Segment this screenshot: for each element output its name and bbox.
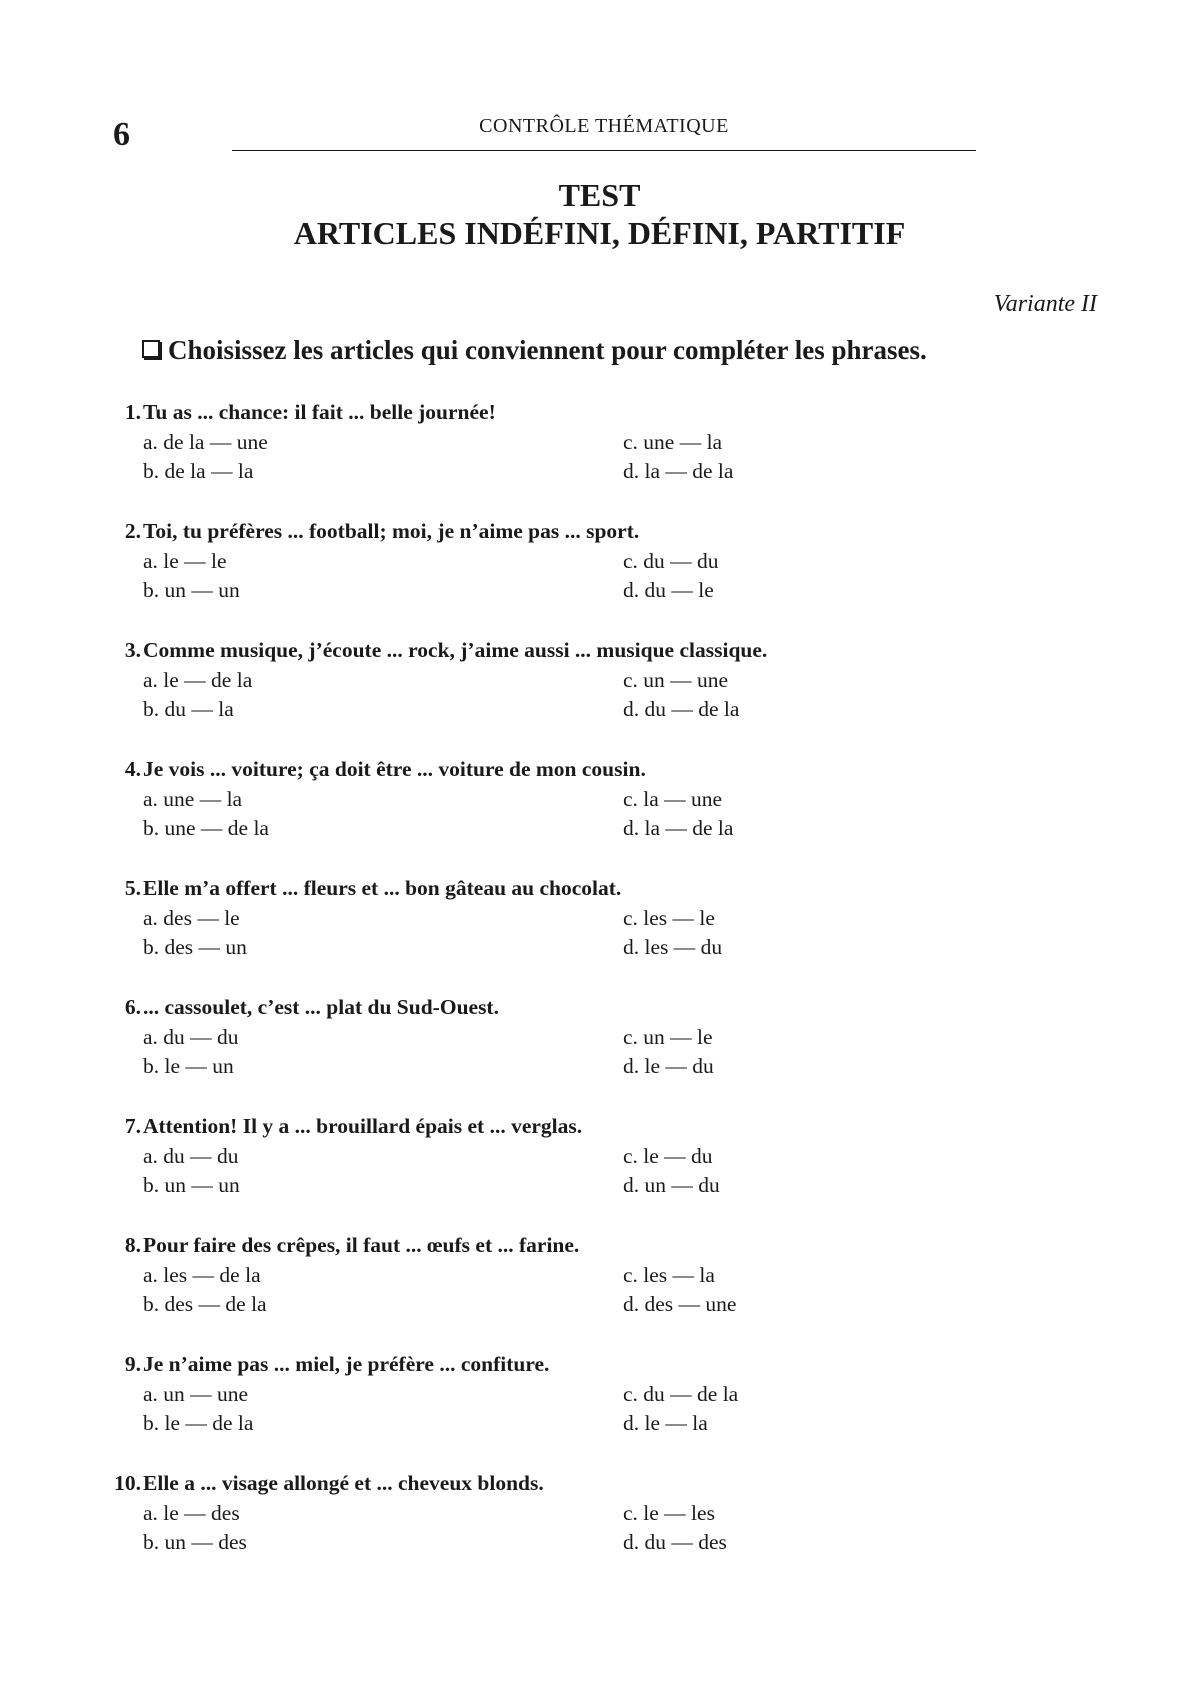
option-d: d. la — de la (623, 816, 734, 840)
header-rule (232, 150, 976, 151)
running-head: CONTRÔLE THÉMATIQUE (479, 115, 729, 137)
question-8 (0, 1233, 1199, 1352)
option-a: a. du — du (143, 1025, 239, 1049)
option-c: c. un — le (623, 1025, 713, 1049)
page-number: 6 (113, 116, 130, 153)
question-text: Attention! Il y a ... brouillard épais et ... verglas. (143, 1114, 583, 1138)
question-number: 1. (124, 400, 141, 424)
question-number: 6. (124, 995, 141, 1019)
instruction (142, 337, 927, 364)
question-number: 10. (114, 1471, 141, 1495)
option-b: b. du — la (143, 697, 234, 721)
question-4 (0, 757, 1199, 876)
question-text: Elle m’a offert ... fleurs et ... bon gâteau au chocolat. (143, 876, 622, 900)
question-text: Elle a ... visage allongé et ... cheveux blonds. (143, 1471, 544, 1495)
option-c: c. la — une (623, 787, 723, 811)
option-c: c. les — la (623, 1263, 715, 1287)
option-d: d. des — une (623, 1292, 737, 1316)
question-3 (0, 638, 1199, 757)
question-text: Toi, tu préfères ... football; moi, je n’aime pas ... sport. (143, 519, 640, 543)
option-a: a. du — du (143, 1144, 239, 1168)
question-text: Tu as ... chance: il fait ... belle journée! (143, 400, 496, 424)
question-number: 3. (124, 638, 141, 662)
question-number: 4. (124, 757, 141, 781)
option-b: b. le — un (143, 1054, 234, 1078)
option-b: b. un — un (143, 1173, 240, 1197)
question-number: 8. (124, 1233, 141, 1257)
instruction-text: Choisissez les articles qui conviennent pour compléter les phrases. (168, 335, 927, 365)
option-b: b. une — de la (143, 816, 269, 840)
option-c: c. du — du (623, 549, 719, 573)
title-line-test: TEST (558, 177, 641, 213)
title-line-topic: ARTICLES INDÉFINI, DÉFINI, PARTITIF (293, 215, 906, 251)
option-c: c. le — les (623, 1501, 715, 1525)
option-a: a. les — de la (143, 1263, 261, 1287)
option-a: a. le — des (143, 1501, 240, 1525)
option-d: d. du — le (623, 578, 714, 602)
option-a: a. le — le (143, 549, 227, 573)
question-6 (0, 995, 1199, 1114)
question-5 (0, 876, 1199, 995)
question-text: ... cassoulet, c’est ... plat du Sud-Ouest. (143, 995, 499, 1019)
option-a: a. le — de la (143, 668, 253, 692)
option-d: d. les — du (623, 935, 723, 959)
option-c: c. le — du (623, 1144, 713, 1168)
variant-label: Variante II (993, 291, 1097, 317)
question-9 (0, 1352, 1199, 1471)
question-number: 7. (124, 1114, 141, 1138)
option-b: b. des — un (143, 935, 247, 959)
question-7 (0, 1114, 1199, 1233)
option-d: d. la — de la (623, 459, 734, 483)
question-number: 2. (124, 519, 141, 543)
option-c: c. un — une (623, 668, 729, 692)
option-c: c. les — le (623, 906, 715, 930)
option-d: d. le — la (623, 1411, 708, 1435)
checkbox-icon (142, 340, 160, 358)
option-d: d. du — des (623, 1530, 727, 1554)
option-a: a. de la — une (143, 430, 268, 454)
option-c: c. du — de la (623, 1382, 739, 1406)
option-b: b. de la — la (143, 459, 254, 483)
option-a: a. une — la (143, 787, 243, 811)
option-a: a. des — le (143, 906, 240, 930)
question-number: 5. (124, 876, 141, 900)
option-a: a. un — une (143, 1382, 249, 1406)
question-text: Je n’aime pas ... miel, je préfère ... confiture. (143, 1352, 550, 1376)
question-list (0, 400, 1199, 1590)
question-text: Comme musique, j’écoute ... rock, j’aime aussi ... musique classique. (143, 638, 768, 662)
question-text: Pour faire des crêpes, il faut ... œufs et ... farine. (143, 1233, 580, 1257)
option-d: d. le — du (623, 1054, 714, 1078)
question-2 (0, 519, 1199, 638)
question-text: Je vois ... voiture; ça doit être ... voiture de mon cousin. (143, 757, 646, 781)
option-d: d. du — de la (623, 697, 740, 721)
option-b: b. des — de la (143, 1292, 267, 1316)
question-1 (0, 400, 1199, 519)
option-b: b. le — de la (143, 1411, 254, 1435)
option-d: d. un — du (623, 1173, 720, 1197)
option-b: b. un — des (143, 1530, 247, 1554)
question-number: 9. (124, 1352, 141, 1376)
option-b: b. un — un (143, 578, 240, 602)
question-10 (0, 1471, 1199, 1590)
option-c: c. une — la (623, 430, 723, 454)
page-title (0, 176, 1199, 252)
